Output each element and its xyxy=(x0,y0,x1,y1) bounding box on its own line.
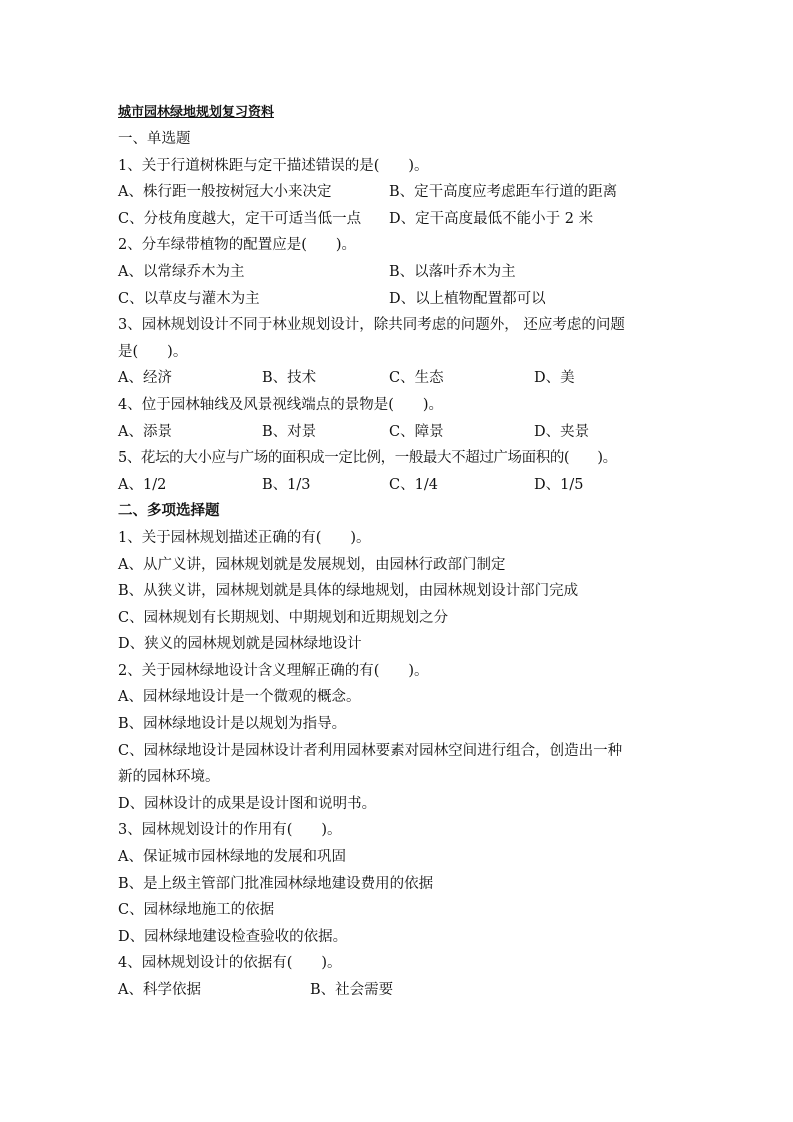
option-d: D、美 xyxy=(534,370,575,387)
option-c-continued: 新的园林环境。 xyxy=(118,769,220,786)
option-a: A、株行距一般按树冠大小来决定 xyxy=(118,184,332,201)
option-a: A、园林绿地设计是一个微观的概念。 xyxy=(118,689,361,706)
option-b: B、1/3 xyxy=(262,476,311,493)
option-c: C、生态 xyxy=(389,370,444,387)
question-stem: 3、园林规划设计的作用有( )。 xyxy=(118,822,342,839)
option-a: A、以常绿乔木为主 xyxy=(118,263,245,280)
option-b: B、园林绿地设计是以规划为指导。 xyxy=(118,716,347,733)
option-c: C、以草皮与灌木为主 xyxy=(118,290,260,307)
option-a: A、经济 xyxy=(118,370,172,387)
option-row xyxy=(118,472,688,499)
option-row xyxy=(118,179,688,206)
option-b: B、定干高度应考虑距车行道的距离 xyxy=(389,184,618,201)
option-row xyxy=(118,419,688,446)
option-row xyxy=(118,977,688,1004)
option-row xyxy=(118,259,688,286)
option-d: D、园林绿地建设检查验收的依据。 xyxy=(118,928,348,945)
option-b: B、技术 xyxy=(262,370,317,387)
document-title: 城市园林绿地规划复习资料 xyxy=(118,105,275,120)
option-a: A、保证城市园林绿地的发展和巩固 xyxy=(118,849,346,866)
option-a: A、添景 xyxy=(118,423,172,440)
section-heading-multi: 二、多项选择题 xyxy=(118,502,220,520)
option-b: B、从狭义讲，园林规划就是具体的绿地规划，由园林规划设计部门完成 xyxy=(118,583,579,600)
option-c: C、园林规划有长期规划、中期规划和近期规划之分 xyxy=(118,609,449,626)
option-c: C、园林绿地施工的依据 xyxy=(118,902,275,919)
question-stem: 2、分车绿带植物的配置应是( )。 xyxy=(118,237,357,254)
option-c: C、园林绿地设计是园林设计者利用园林要素对园林空间进行组合，创造出一种 xyxy=(118,742,623,759)
option-d: D、以上植物配置都可以 xyxy=(389,290,546,307)
option-b: B、对景 xyxy=(262,423,317,440)
option-c: C、1/4 xyxy=(389,476,438,493)
option-row xyxy=(118,286,688,313)
document-page xyxy=(118,100,688,1004)
question-stem: 3、园林规划设计不同于林业规划设计，除共同考虑的问题外， 还应考虑的问题 xyxy=(118,317,625,334)
option-b: B、社会需要 xyxy=(310,982,394,998)
question-stem-continued: 是( )。 xyxy=(118,343,188,360)
option-a: A、科学依据 xyxy=(118,982,201,998)
section-heading-single: 一、单选题 xyxy=(118,131,191,147)
question-stem: 5、花坛的大小应与广场的面积成一定比例，一般最大不超过广场面积的( )。 xyxy=(118,450,617,467)
option-a: A、从广义讲，园林规划就是发展规划，由园林行政部门制定 xyxy=(118,556,506,573)
option-d: D、狭义的园林规划就是园林绿地设计 xyxy=(118,636,362,653)
option-b: B、是上级主管部门批准园林绿地建设费用的依据 xyxy=(118,875,434,892)
option-d: D、夹景 xyxy=(534,423,590,440)
question-stem: 4、位于园林轴线及风景视线端点的景物是( )。 xyxy=(118,396,444,413)
option-row xyxy=(118,365,688,392)
question-stem: 1、关于园林规划描述正确的有( )。 xyxy=(118,529,371,546)
option-c: C、分枝角度越大，定干可适当低一点 xyxy=(118,210,362,227)
question-stem: 2、关于园林绿地设计含义理解正确的有( )。 xyxy=(118,662,429,679)
option-d: D、定干高度最低不能小于 2 米 xyxy=(389,210,594,227)
option-d: D、园林设计的成果是设计图和说明书。 xyxy=(118,795,377,812)
question-stem: 4、园林规划设计的依据有( )。 xyxy=(118,955,342,972)
question-stem: 1、关于行道树株距与定干描述错误的是( )。 xyxy=(118,157,429,174)
option-b: B、以落叶乔木为主 xyxy=(389,263,516,280)
option-a: A、1/2 xyxy=(118,476,167,493)
option-c: C、障景 xyxy=(389,423,444,440)
option-row xyxy=(118,206,688,233)
option-d: D、1/5 xyxy=(534,476,584,493)
